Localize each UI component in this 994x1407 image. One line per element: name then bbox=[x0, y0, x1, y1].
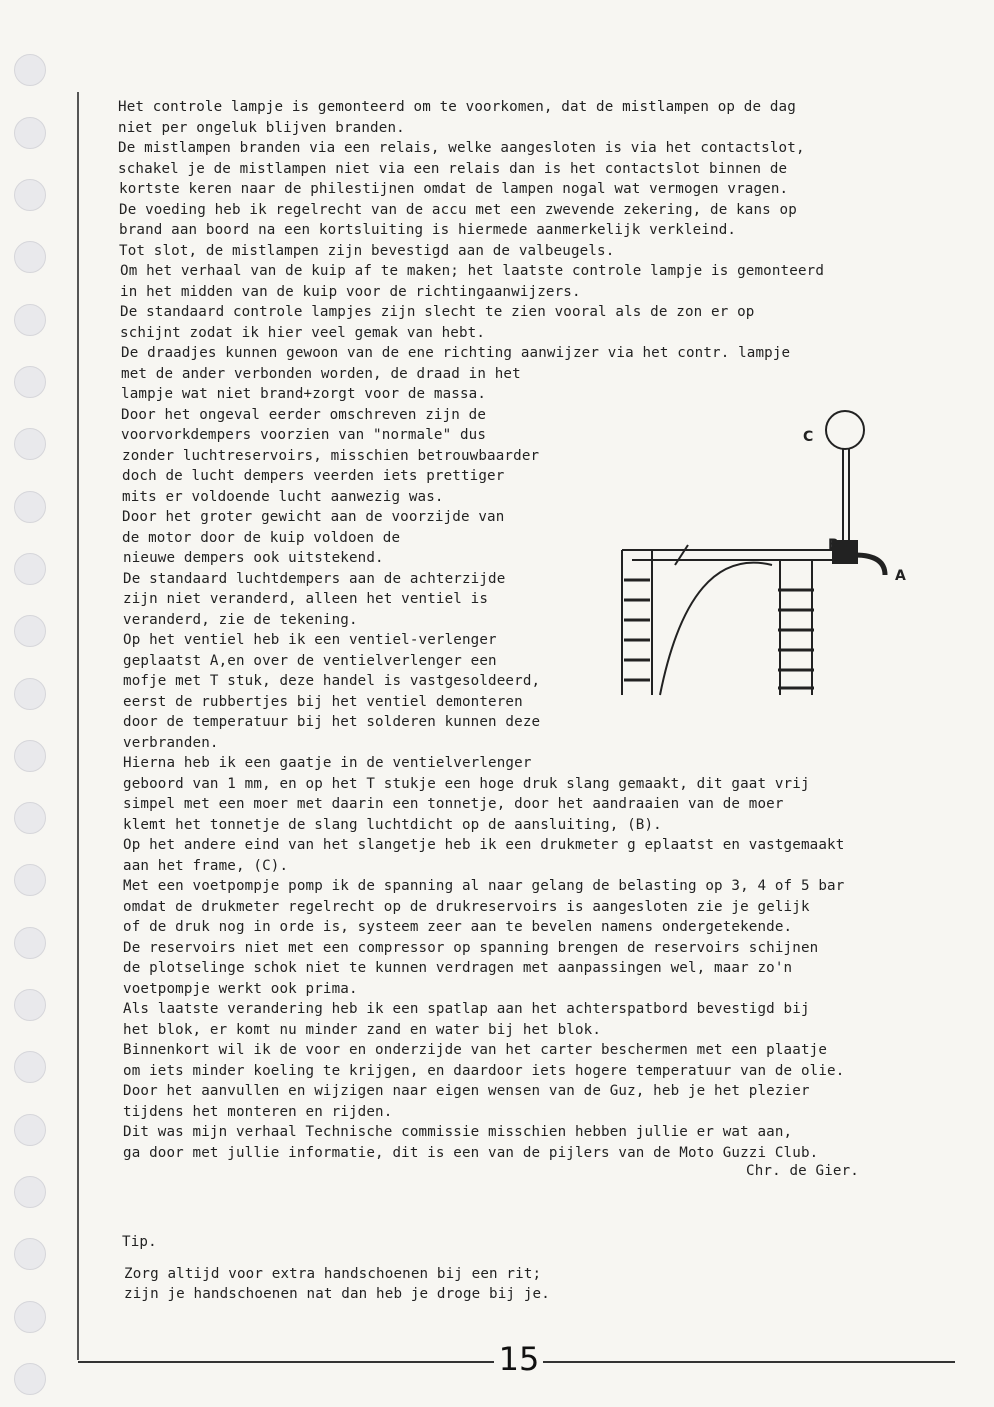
binder-hole bbox=[14, 1301, 46, 1333]
binder-hole bbox=[14, 615, 46, 647]
article-line: door de temperatuur bij het solderen kunnen deze bbox=[123, 714, 541, 730]
binder-hole bbox=[14, 1363, 46, 1395]
article-line: Binnenkort wil ik de voor en onderzijde van het carter beschermen met een plaatje bbox=[123, 1042, 828, 1058]
article-line: De mistlampen branden via een relais, welke aangesloten is via het contactslot, bbox=[118, 140, 805, 156]
article-line: verbranden. bbox=[123, 735, 219, 751]
tip-line: zijn je handschoenen nat dan heb je droge bij je. bbox=[124, 1286, 550, 1302]
binder-hole bbox=[14, 989, 46, 1021]
article-line: Hierna heb ik een gaatje in de ventielverlenger bbox=[123, 755, 532, 771]
article-line: Met een voetpompje pomp ik de spanning al naar gelang de belasting op 3, 4 of 5 bar bbox=[123, 878, 845, 894]
article-line: de plotselinge schok niet te kunnen verdragen met aanpassingen wel, maar zo'n bbox=[123, 960, 793, 976]
article-line: tijdens het monteren en rijden. bbox=[123, 1104, 393, 1120]
binder-hole bbox=[14, 54, 46, 86]
article-line: Door het groter gewicht aan de voorzijde van bbox=[122, 509, 505, 525]
footer-rule-right bbox=[543, 1361, 955, 1363]
article-line: De voeding heb ik regelrecht van de accu met een zwevende zekering, de kans op bbox=[119, 202, 797, 218]
author-signature: Chr. de Gier. bbox=[746, 1163, 859, 1179]
binder-hole bbox=[14, 1176, 46, 1208]
binder-hole bbox=[14, 678, 46, 710]
article-line: voetpompje werkt ook prima. bbox=[123, 981, 358, 997]
binder-hole bbox=[14, 1238, 46, 1270]
article-line: De standaard controle lampjes zijn slecht te zien vooral als de zon er op bbox=[120, 304, 755, 320]
article-line: De draadjes kunnen gewoon van de ene richting aanwijzer via het contr. lampje bbox=[121, 345, 791, 361]
article-line: schakel je de mistlampen niet via een relais dan is het contactslot binnen de bbox=[118, 161, 788, 177]
article-line: zijn niet veranderd, alleen het ventiel is bbox=[123, 591, 489, 607]
article-line: Als laatste verandering heb ik een spatlap aan het achterspatbord bevestigd bij bbox=[123, 1001, 810, 1017]
binder-hole bbox=[14, 366, 46, 398]
binder-hole bbox=[14, 491, 46, 523]
article-line: niet per ongeluk blijven branden. bbox=[118, 120, 405, 136]
article-line: ga door met jullie informatie, dit is een van de pijlers van de Moto Guzzi Club. bbox=[123, 1145, 819, 1161]
article-line: veranderd, zie de tekening. bbox=[123, 612, 358, 628]
shock-absorber-diagram bbox=[600, 405, 920, 705]
article-line: kortste keren naar de philestijnen omdat de lampen nogal wat vermogen vragen. bbox=[119, 181, 789, 197]
binder-hole bbox=[14, 802, 46, 834]
binder-hole bbox=[14, 927, 46, 959]
article-line: voorvorkdempers voorzien van "normale" dus bbox=[121, 427, 487, 443]
article-line: geplaatst A,en over de ventielverlenger een bbox=[123, 653, 497, 669]
footer-rule-left bbox=[78, 1361, 494, 1363]
binder-hole bbox=[14, 1051, 46, 1083]
article-line: doch de lucht dempers veerden iets prettiger bbox=[122, 468, 505, 484]
article-line: De standaard luchtdempers aan de achterzijde bbox=[123, 571, 506, 587]
article-line: Het controle lampje is gemonteerd om te voorkomen, dat de mistlampen op de dag bbox=[118, 99, 796, 115]
article-line: eerst de rubbertjes bij het ventiel demonteren bbox=[123, 694, 523, 710]
binder-hole bbox=[14, 304, 46, 336]
article-line: Op het ventiel heb ik een ventiel-verlenger bbox=[123, 632, 497, 648]
article-line: mofje met T stuk, deze handel is vastgesoldeerd, bbox=[123, 673, 541, 689]
page-number: 15 bbox=[498, 1340, 540, 1378]
tip-label: Tip. bbox=[122, 1234, 157, 1250]
article-line: aan het frame, (C). bbox=[123, 858, 289, 874]
diagram-label-b: B bbox=[828, 537, 839, 553]
binder-hole bbox=[14, 117, 46, 149]
article-line: lampje wat niet brand+zorgt voor de massa. bbox=[121, 386, 487, 402]
article-line: mits er voldoende lucht aanwezig was. bbox=[122, 489, 444, 505]
article-line: de motor door de kuip voldoen de bbox=[122, 530, 401, 546]
article-line: Door het ongeval eerder omschreven zijn de bbox=[121, 407, 487, 423]
article-line: klemt het tonnetje de slang luchtdicht op de aansluiting, (B). bbox=[123, 817, 662, 833]
article-line: of de druk nog in orde is, systeem zeer aan te bevelen namens ondergetekende. bbox=[123, 919, 793, 935]
article-line: Om het verhaal van de kuip af te maken; het laatste controle lampje is gemonteerd bbox=[120, 263, 825, 279]
article-line: schijnt zodat ik hier veel gemak van hebt. bbox=[120, 325, 486, 341]
article-line: simpel met een moer met daarin een tonnetje, door het aandraaien van de moer bbox=[123, 796, 784, 812]
binder-hole bbox=[14, 1114, 46, 1146]
binder-hole bbox=[14, 428, 46, 460]
binder-hole bbox=[14, 241, 46, 273]
article-line: Tot slot, de mistlampen zijn bevestigd aan de valbeugels. bbox=[119, 243, 615, 259]
article-line: in het midden van de kuip voor de richtingaanwijzers. bbox=[120, 284, 581, 300]
article-line: brand aan boord na een kortsluiting is hiermede aanmerkelijk verkleind. bbox=[119, 222, 737, 238]
diagram-label-c: C bbox=[803, 429, 814, 445]
article-line: met de ander verbonden worden, de draad in het bbox=[121, 366, 521, 382]
binder-hole bbox=[14, 864, 46, 896]
binder-hole bbox=[14, 740, 46, 772]
article-line: De reservoirs niet met een compressor op spanning brengen de reservoirs schijnen bbox=[123, 940, 819, 956]
article-line: zonder luchtreservoirs, misschien betrouwbaarder bbox=[122, 448, 540, 464]
article-line: Door het aanvullen en wijzigen naar eigen wensen van de Guz, heb je het plezier bbox=[123, 1083, 810, 1099]
article-line: Dit was mijn verhaal Technische commissie misschien hebben jullie er wat aan, bbox=[123, 1124, 793, 1140]
article-line: nieuwe dempers ook uitstekend. bbox=[123, 550, 384, 566]
article-line: omdat de drukmeter regelrecht op de drukreservoirs is aangesloten zie je gelijk bbox=[123, 899, 810, 915]
diagram-label-a: A bbox=[895, 568, 906, 584]
binder-hole bbox=[14, 179, 46, 211]
binder-hole bbox=[14, 553, 46, 585]
margin-line bbox=[77, 92, 79, 1360]
article-line: om iets minder koeling te krijgen, en daardoor iets hogere temperatuur van de olie. bbox=[123, 1063, 845, 1079]
article-line: Op het andere eind van het slangetje heb ik een drukmeter g eplaatst en vastgemaakt bbox=[123, 837, 845, 853]
article-line: geboord van 1 mm, en op het T stukje een hoge druk slang gemaakt, dit gaat vrij bbox=[123, 776, 810, 792]
article-line: het blok, er komt nu minder zand en water bij het blok. bbox=[123, 1022, 602, 1038]
tip-line: Zorg altijd voor extra handschoenen bij een rit; bbox=[124, 1266, 542, 1282]
